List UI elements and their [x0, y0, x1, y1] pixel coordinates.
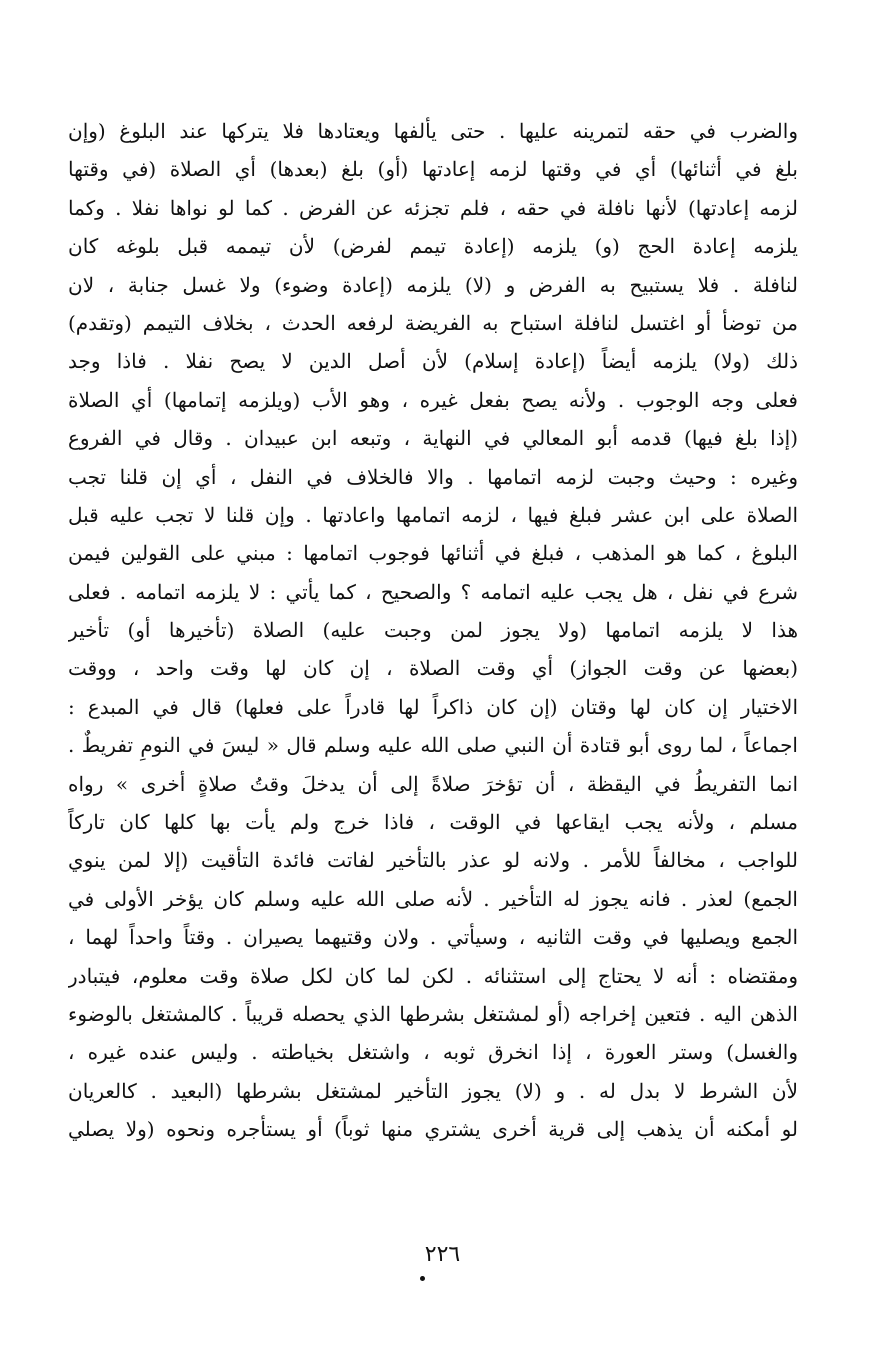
text-line: هذا لا يلزمه اتمامها (ولا يجوز لمن وجبت عليه) الصلاة (تأخيرها أو) تأخير: [68, 618, 798, 643]
text-line: الاختيار إن كان لها وقتان (إن كان ذاكراً لها قادراً على فعلها) قال في المبدع :: [68, 694, 798, 719]
text-line: (إذا بلغ فيها) قدمه أبو المعالي في النهاية ، وتبعه ابن عبيدان . وقال في الفروع: [68, 426, 798, 451]
text-line: وغيره : وحيث وجبت لزمه اتمامها . والا فالخلاف في النفل ، أي إن قلنا تجب: [68, 464, 798, 489]
text-line: الصلاة على ابن عشر فبلغ فيها ، لزمه اتمامها واعادتها . وإن قلنا لا تجب عليه قبل: [68, 502, 798, 527]
text-line: للواجب ، مخالفاً للأمر . ولانه لو عذر بالتأخير لفاتت فائدة التأقيت (إلا لمن ينوي: [68, 848, 798, 873]
text-line: بلغ في أثنائها) أي في وقتها لزمه إعادتها (أو) بلغ (بعدها) أي الصلاة (في وقتها: [68, 157, 798, 182]
text-line: الجمع ويصليها في وقت الثانيه ، وسيأتي . ولان وقتيهما يصيران . وقتاً واحداً لهما ،: [68, 925, 798, 950]
text-line: ومقتضاه : أنه لا يحتاج إلى استثنائه . لكن لما كان لكل صلاة وقت معلوم، فيتبادر: [68, 963, 798, 988]
text-line: البلوغ ، كما هو المذهب ، فبلغ في أثنائها فوجوب اتمامها : مبني على القولين فيمن: [68, 541, 798, 566]
text-line: فعلى وجه الوجوب . ولأنه يصح بفعل غيره ، وهو الأب (ويلزمه إتمامها) أي الصلاة: [68, 387, 798, 412]
text-line: لزمه إعادتها) لأنها نافلة في حقه ، فلم تجزئه عن الفرض . كما لو نواها نفلا . وكما: [68, 195, 798, 220]
text-line: والغسل) وستر العورة ، إذا انخرق ثوبه ، واشتغل بخياطته . وليس عنده غيره ،: [68, 1040, 798, 1065]
text-line: لو أمكنه أن يذهب إلى قرية أخرى يشتري منها ثوباً) أو يستأجره ونحوه (ولا يصلي: [68, 1117, 798, 1142]
text-line: من توضأ أو اغتسل لنافلة استباح به الفريضة لرفعه الحدث ، بخلاف التيمم (وتقدم): [68, 310, 798, 335]
text-line: ذلك (ولا) يلزمه أيضاً (إعادة إسلام) لأن أصل الدين لا يصح نفلا . فاذا وجد: [68, 349, 798, 374]
text-line: انما التفريطُ في اليقظة ، أن تؤخرَ صلاةً إلى أن يدخلَ وقتُ صلاةٍ أخرى » رواه: [68, 771, 798, 796]
text-line: لنافلة . فلا يستبيح به الفرض و (لا) يلزمه (إعادة وضوء) ولا غسل جنابة ، لان: [68, 272, 798, 297]
text-line: شرع في نفل ، هل يجب عليه اتمامه ؟ والصحيح ، كما يأتي : لا يلزمه اتمامه . فعلى: [68, 579, 798, 604]
text-line: يلزمه إعادة الحج (و) يلزمه (إعادة تيمم لفرض) لأن تيممه قبل بلوغه كان: [68, 234, 798, 259]
text-line: الذهن اليه . فتعين إخراجه (أو لمشتغل بشرطها الذي يحصله قريباً . كالمشتغل بالوضوء: [68, 1001, 798, 1026]
text-line: لأن الشرط لا بدل له . و (لا) يجوز التأخير لمشتغل بشرطها (البعيد . كالعريان: [68, 1078, 798, 1103]
text-line: اجماعاً ، لما روى أبو قتادة أن النبي صلى الله عليه وسلم قال « ليسَ في النومِ تفريطٌ .: [68, 733, 798, 758]
text-line: مسلم ، ولأنه يجب ايقاعها في الوقت ، فاذا خرج ولم يأت بها كلها كان تاركاً: [68, 810, 798, 835]
text-line: (بعضها عن وقت الجواز) أي وقت الصلاة ، إن كان لها وقت واحد ، ووقت: [68, 656, 798, 681]
text-line: والضرب في حقه لتمرينه عليها . حتى يألفها ويعتادها فلا يتركها عند البلوغ (وإن: [68, 119, 798, 143]
page-number: ٢٢٦: [424, 1242, 461, 1267]
print-mark: [420, 1276, 425, 1281]
text-line: الجمع) لعذر . فانه يجوز له التأخير . لأنه صلى الله عليه وسلم كان يؤخر الأولى في: [68, 886, 798, 911]
body-text: [68, 112, 798, 1149]
